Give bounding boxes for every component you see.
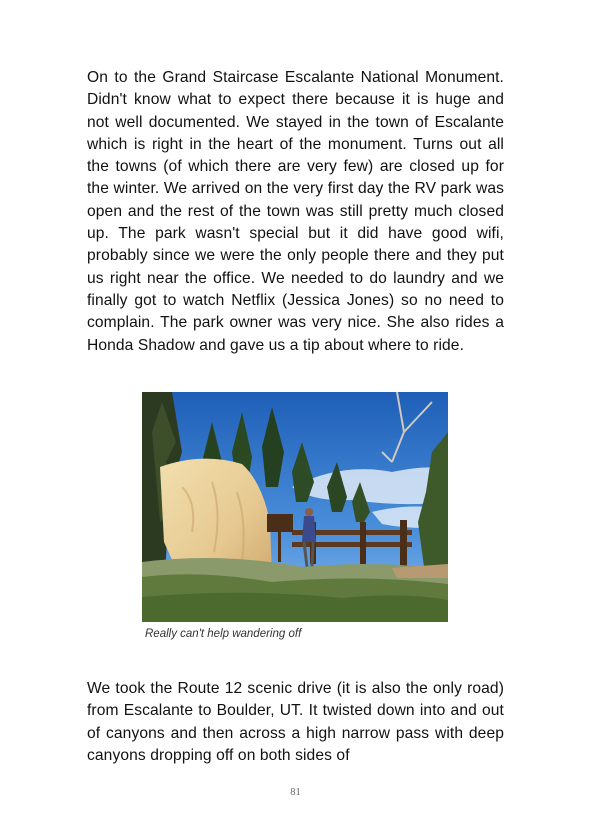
body-paragraph-1: On to the Grand Staircase Escalante National Monument. Didn't know what to expect there because it is huge and not well documented. We stayed in the town of Escalante which is right in the heart of the monument. Turns out all the towns (of which there are very few) are closed up for the winter. We arrived on the very first day the RV park was open and the rest of the town was still pretty much closed up. The park wasn't special but it did have good wifi, probably since we were the only people there and they put us right near the office. We needed to do laundry and we finally got to watch Netflix (Jessica Jones) so no need to complain. The park owner was very nice. She also rides a Honda Shadow and gave us a tip about where to ride. [87, 69, 504, 354]
trail-photo [142, 392, 448, 622]
page-number: 81 [290, 787, 301, 798]
body-paragraph-2: We took the Route 12 scenic drive (it is also the only road) from Escalante to Boulder, UT. It twisted down into and out of canyons and then across a high narrow pass with deep canyons dropping off on both sides of [87, 680, 504, 764]
photo-caption: Really can't help wandering off [145, 628, 302, 640]
